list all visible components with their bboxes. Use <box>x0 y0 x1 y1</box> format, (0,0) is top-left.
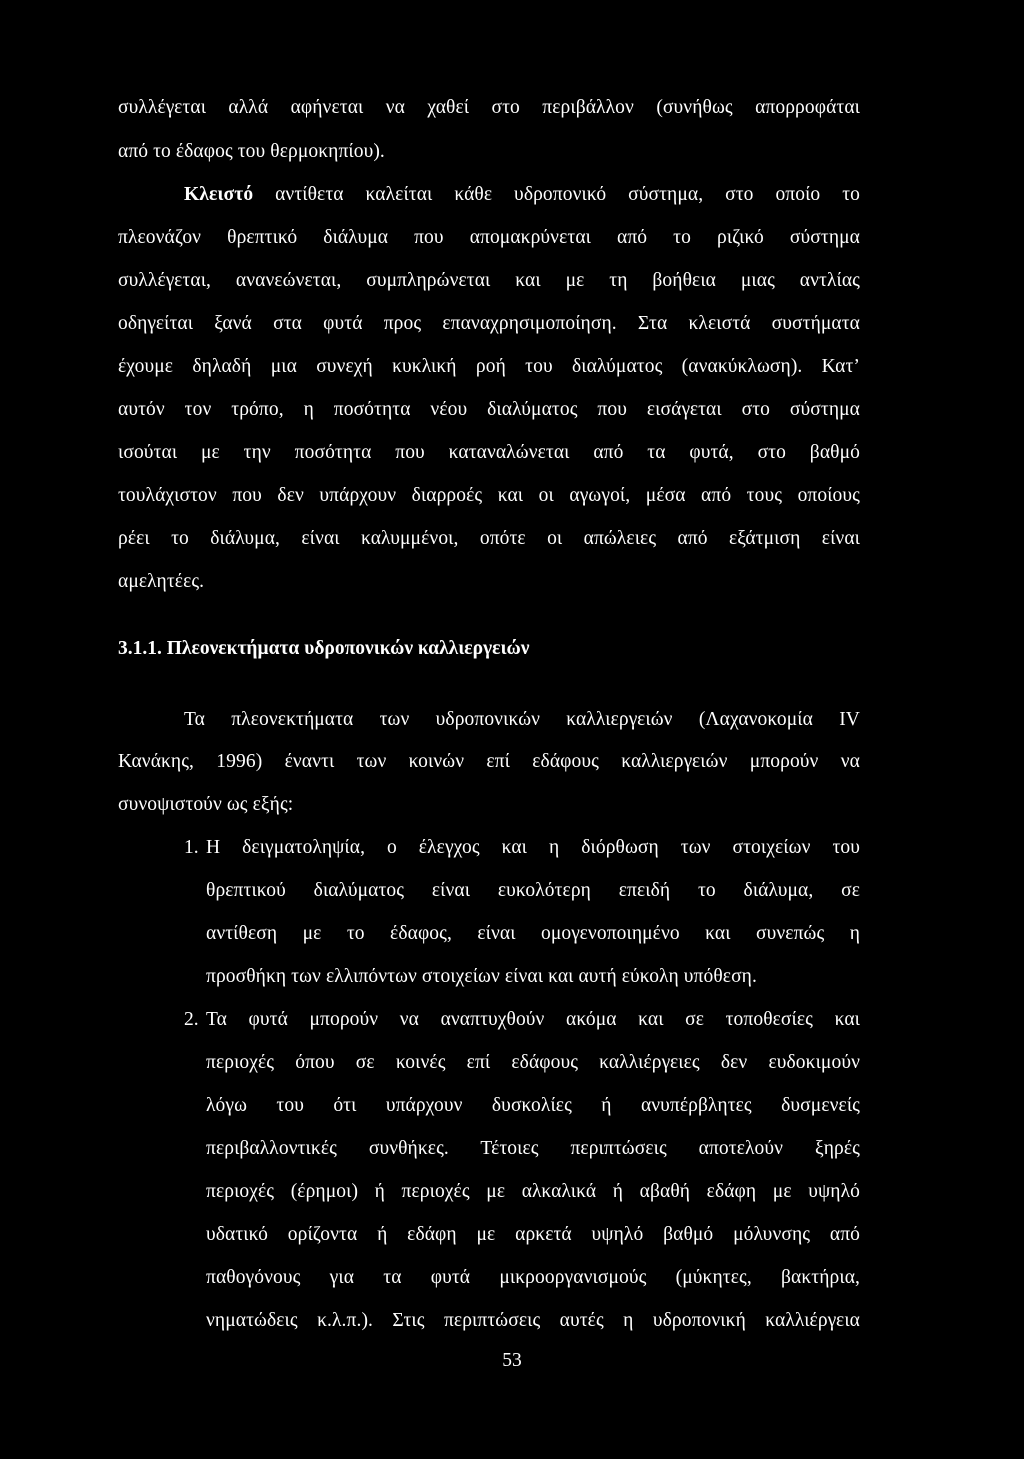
list-item-line: υδατικό ορίζοντα ή εδάφη με αρκετά υψηλό βαθμό μόλυνσης από <box>206 1224 860 1245</box>
paragraph-line: έχουμε δηλαδή μια συνεχή κυκλική ροή του διαλύματος (ανακύκλωση). Κατ’ <box>118 356 860 377</box>
list-item-line: Η δειγματοληψία, ο έλεγχος και η διόρθωση των στοιχείων του <box>206 837 860 858</box>
list-item-number: 1. <box>184 837 199 858</box>
paragraph-line: συλλέγεται, ανανεώνεται, συμπληρώνεται και με τη βοήθεια μιας αντλίας <box>118 270 860 291</box>
list-item-line: νηματώδεις κ.λ.π.). Στις περιπτώσεις αυτές η υδροπονική καλλιέργεια <box>206 1310 860 1331</box>
list-item-line: προσθήκη των ελλιπόντων στοιχείων είναι και αυτή εύκολη υπόθεση. <box>206 966 757 987</box>
paragraph-line: ισούται με την ποσότητα που καταναλώνεται από τα φυτά, στο βαθμό <box>118 442 860 463</box>
list-item-line: Τα φυτά μπορούν να αναπτυχθούν ακόμα και σε τοποθεσίες και <box>206 1009 860 1030</box>
paragraph-line: πλεονάζον θρεπτικό διάλυμα που απομακρύνεται από το ριζικό σύστημα <box>118 227 860 248</box>
paragraph-line: Τα πλεονεκτήματα των υδροπονικών καλλιεργειών (Λαχανοκομία IV <box>184 709 860 730</box>
paragraph-line: συλλέγεται αλλά αφήνεται να χαθεί στο περιβάλλον (συνήθως απορροφάται <box>118 97 860 118</box>
paragraph-line: αυτόν τον τρόπο, η ποσότητα νέου διαλύματος που εισάγεται στο σύστημα <box>118 399 860 420</box>
list-item-line: αντίθεση με το έδαφος, είναι ομογενοποιημένο και συνεπώς η <box>206 923 860 944</box>
paragraph-line: συνοψιστούν ως εξής: <box>118 794 294 815</box>
list-item-line: παθογόνους για τα φυτά μικροοργανισμούς (μύκητες, βακτήρια, <box>206 1267 860 1288</box>
list-item-number: 2. <box>184 1009 199 1030</box>
list-item-line: περιοχές όπου σε κοινές επί εδάφους καλλιέργειες δεν ευδοκιμούν <box>206 1052 860 1073</box>
list-item-line: λόγω του ότι υπάρχουν δυσκολίες ή ανυπέρβλητες δυσμενείς <box>206 1095 860 1116</box>
paragraph-line: αμελητέες. <box>118 571 205 592</box>
bold-term: Κλειστό <box>184 184 254 205</box>
paragraph-line: από το έδαφος του θερμοκηπίου). <box>118 141 385 162</box>
paragraph-line: Κανάκης, 1996) έναντι των κοινών επί εδάφους καλλιεργειών μπορούν να <box>118 751 860 772</box>
paragraph-line: ρέει το διάλυμα, είναι καλυμμένοι, οπότε οι απώλειες από εξάτμιση είναι <box>118 528 860 549</box>
list-item-line: θρεπτικού διαλύματος είναι ευκολότερη επειδή το διάλυμα, σε <box>206 880 860 901</box>
paragraph-first-line <box>184 183 860 207</box>
list-item-line: περιβαλλοντικές συνθήκες. Τέτοιες περιπτώσεις αποτελούν ξηρές <box>206 1138 860 1159</box>
list-item-line: περιοχές (έρημοι) ή περιοχές με αλκαλικά ή αβαθή εδάφη με υψηλό <box>206 1181 860 1202</box>
paragraph-line: τουλάχιστον που δεν υπάρχουν διαρροές και οι αγωγοί, μέσα από τους οποίους <box>118 485 860 506</box>
section-heading: 3.1.1. Πλεονεκτήματα υδροπονικών καλλιεργειών <box>118 638 530 659</box>
paragraph-line-rest: αντίθετα καλείται κάθε υδροπονικό σύστημα, στο οποίο το <box>253 184 860 205</box>
paragraph-line: οδηγείται ξανά στα φυτά προς επαναχρησιμοποίηση. Στα κλειστά συστήματα <box>118 313 860 334</box>
page-number: 53 <box>502 1350 522 1371</box>
